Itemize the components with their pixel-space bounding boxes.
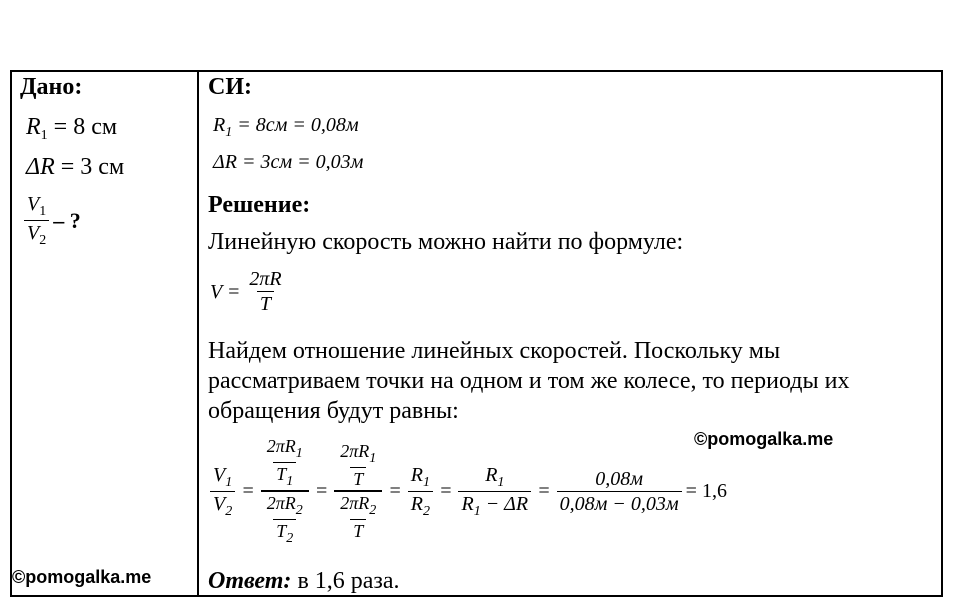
ratio-r1-r2: $\frac{R_1}{R_2}$	[408, 464, 433, 520]
ratio-numeric: $\frac{0,08м}{0,08м - 0,03м}$	[557, 468, 682, 516]
given-r1: $R_1 = 8$ см	[26, 114, 118, 143]
given-find: $\frac{V_1}{V_2}$ – ?	[24, 193, 81, 249]
answer-line	[208, 568, 400, 595]
ratio-compound-1: $\frac{\frac{2\pi R_1}{T_1}}{\frac{2\pi R_2}{T_2}}$	[261, 436, 309, 547]
solution-text-2-line-2: рассматриваем точки на одном и том же колесе, то периоды их	[208, 368, 850, 394]
answer-label: Ответ:	[208, 568, 292, 594]
solution-text-2-line-1: Найдем отношение линейных скоростей. Поскольку мы	[208, 338, 781, 364]
si-r1: $R_1 = 8см = 0,08м$	[213, 114, 359, 140]
watermark-right: ©pomogalka.me	[694, 429, 834, 449]
watermark-left: ©pomogalka.me	[12, 567, 152, 587]
solution-header: Решение:	[208, 192, 311, 218]
si-dr: ΔR = 3см = 0,03м	[213, 151, 364, 173]
ratio-v1-v2: $\frac{V_1}{V_2}$	[210, 464, 235, 520]
ratio-r1-over-diff: $\frac{R_1}{R_1 - \Delta R}$	[458, 464, 531, 520]
solution-text-1: Линейную скорость можно найти по формуле:	[208, 229, 684, 255]
ratio-compound-2: $\frac{\frac{2\pi R_1}{T}}{\frac{2\pi R_2}{T}}$	[334, 441, 382, 542]
column-divider	[197, 70, 199, 597]
formula-velocity: V = $\frac{2\pi R}{T}$	[210, 268, 282, 315]
given-header: Дано:	[20, 74, 83, 100]
answer-text: в 1,6 раза.	[291, 568, 400, 594]
solution-text-2-line-3: обращения будут равны:	[208, 398, 459, 424]
si-header: СИ:	[208, 74, 252, 100]
ratio-result: = 1,6	[685, 480, 727, 502]
given-dr: ΔR = 3 см	[26, 154, 125, 180]
ratio-formula: $\frac{V_1}{V_2}$ = $\frac{\frac{2\pi R_1}{T_1}}{\frac{2\pi R_2}{T_2}}$ = $\frac{\frac{2\pi R_1}{T}}{\frac{2\pi R_2}{T}}$ = $\frac{R_1}{R_2}$ = $\frac{R_1}{R_1 - \Delta R}$ = $\frac{0,08м}{0,08м - 0,03м}$ = 1,6	[210, 436, 727, 547]
